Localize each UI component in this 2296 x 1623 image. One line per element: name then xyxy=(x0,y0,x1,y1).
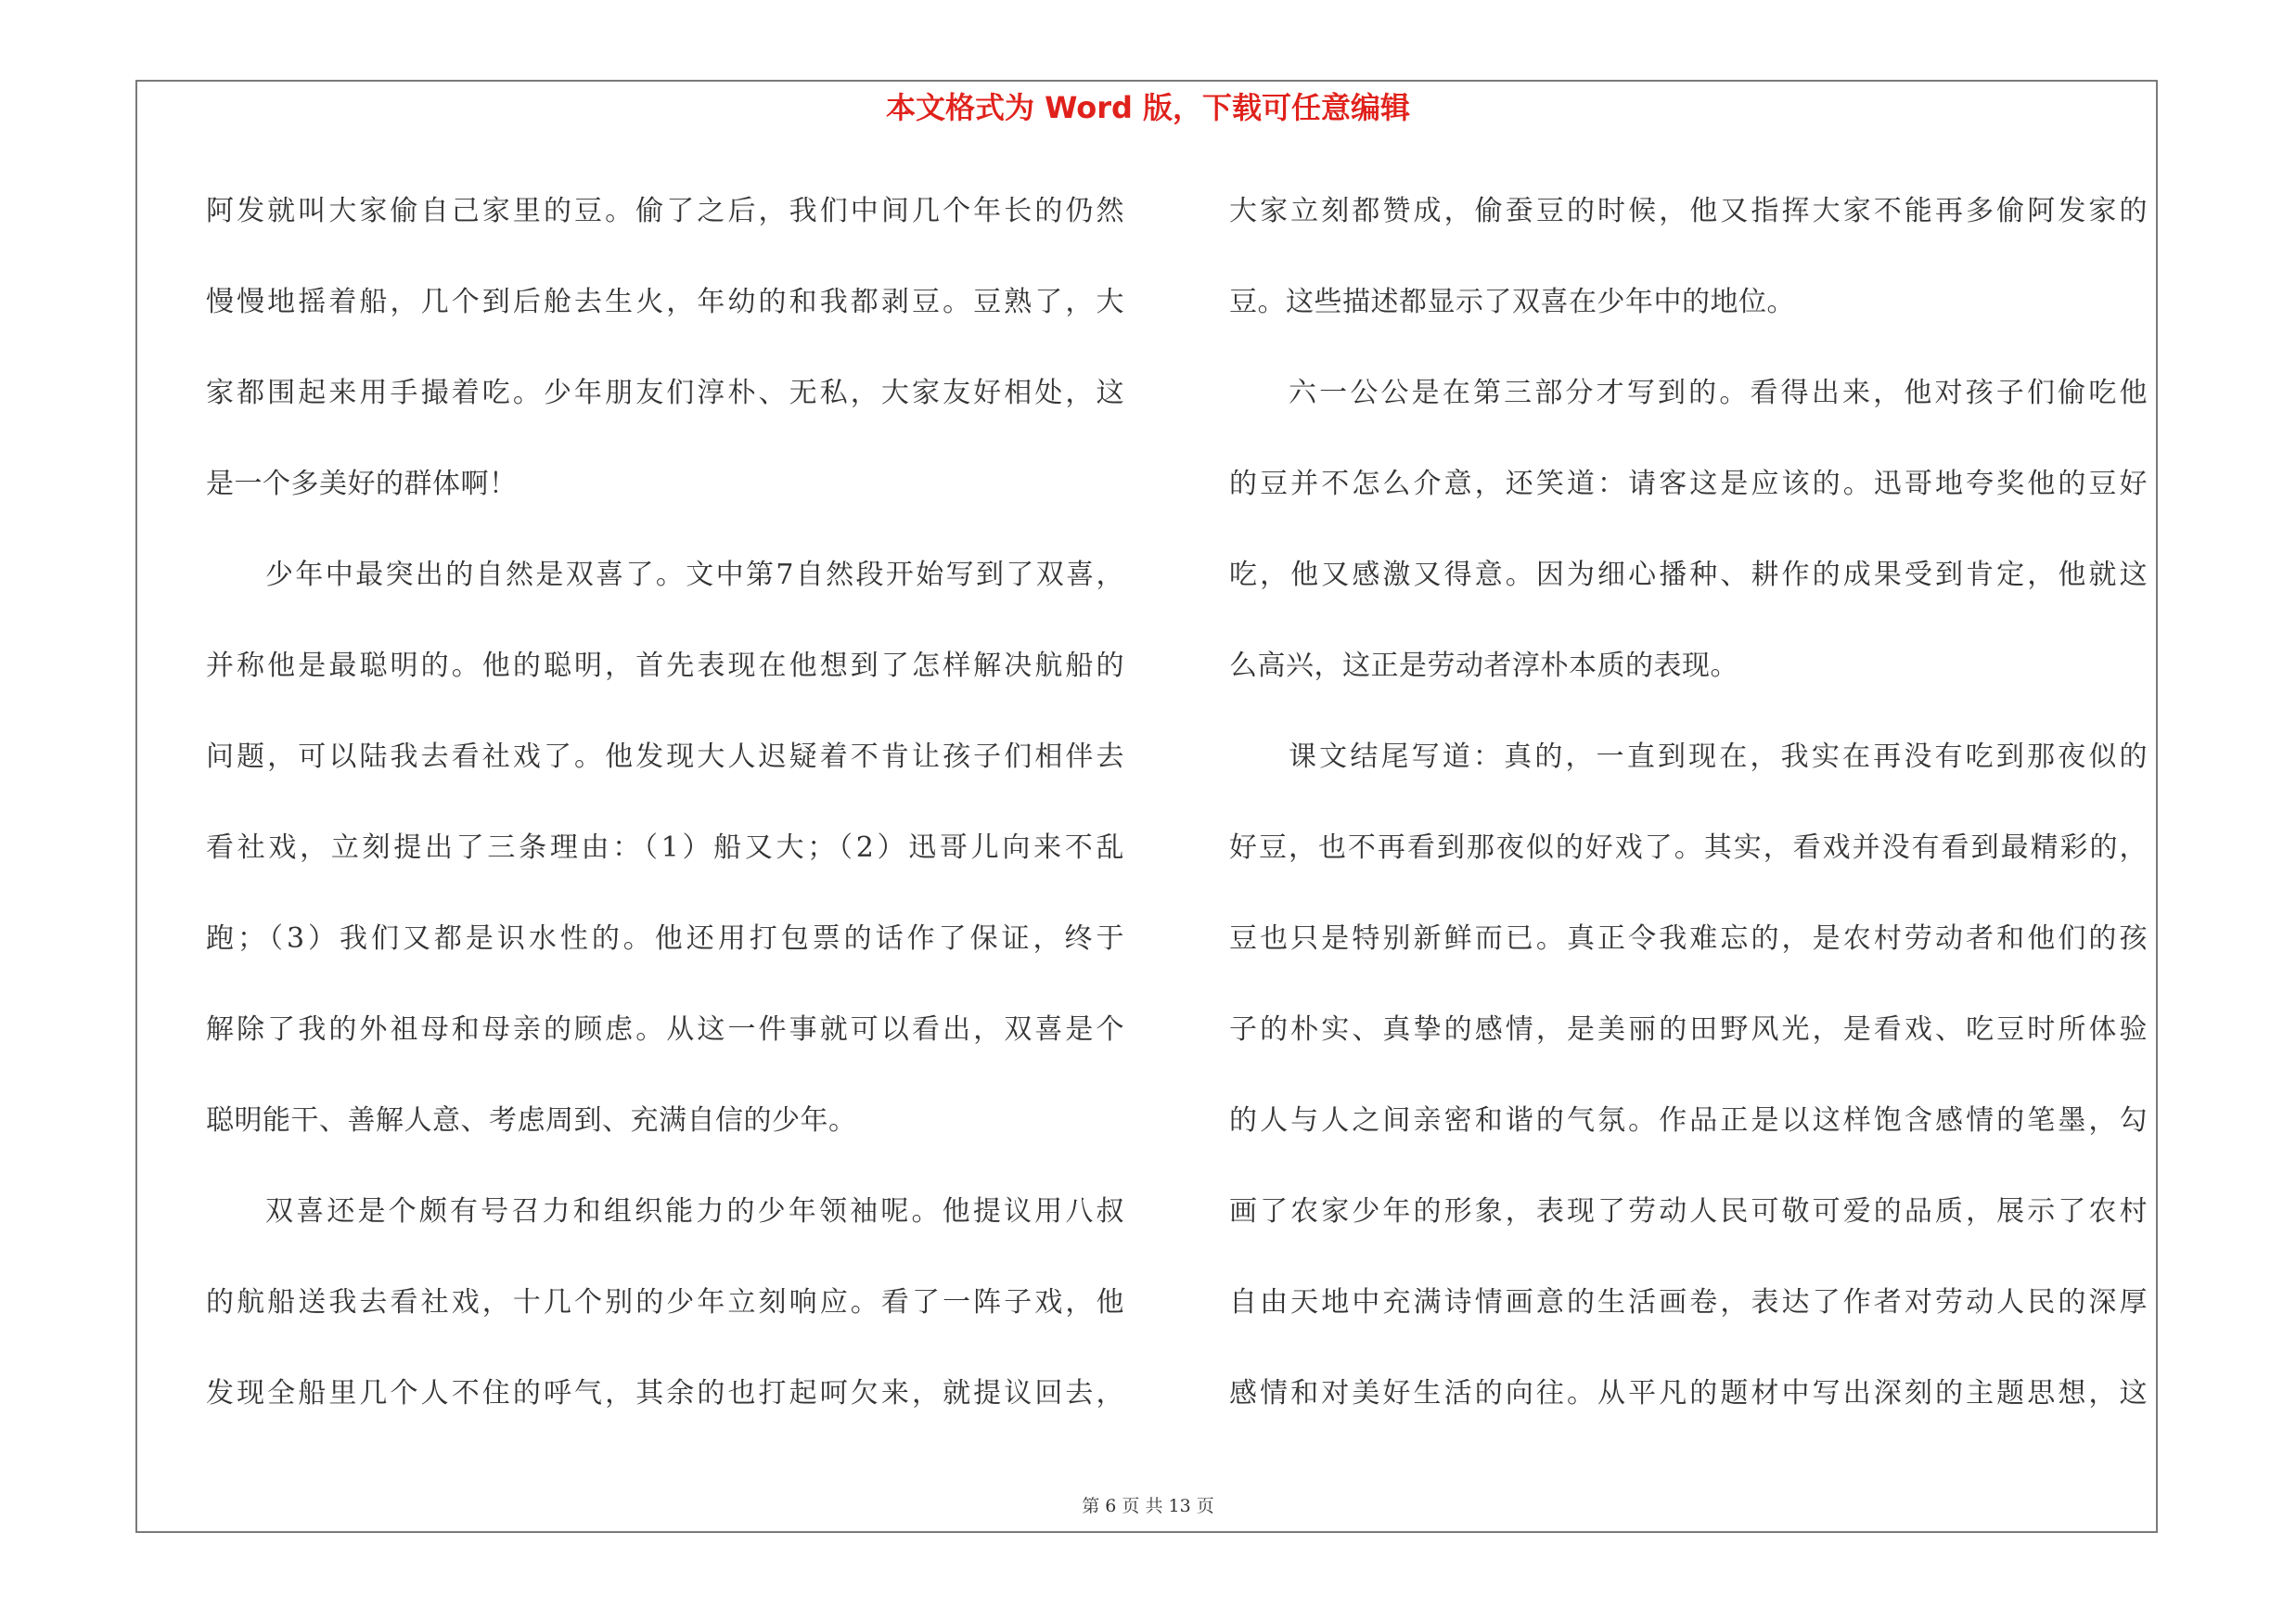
text-line: 六一公公是在第三部分才写到的。看得出来，他对孩子们偷吃他 xyxy=(1289,377,2148,409)
text-line: 豆。这些描述都显示了双喜在少年中的地位。 xyxy=(1229,286,1795,318)
page-number-footer: 第 6 页 共 13 页 xyxy=(1082,1496,1214,1516)
text-line: 的豆并不怎么介意，还笑道：请客这是应该的。迅哥地夸奖他的豆好 xyxy=(1229,468,2148,500)
text-line: 好豆，也不再看到那夜似的好戏了。其实，看戏并没有看到最精彩的， xyxy=(1229,831,2148,864)
text-line: 发现全船里几个人不住的呼气，其余的也打起呵欠来，就提议回去， xyxy=(206,1377,1124,1410)
text-line: 解除了我的外祖母和母亲的顾虑。从这一件事就可以看出，双喜是个 xyxy=(206,1013,1124,1046)
left-text-column xyxy=(206,184,1124,1457)
text-line: 么高兴，这正是劳动者淳朴本质的表现。 xyxy=(1229,650,1738,682)
text-line: 家都围起来用手撮着吃。少年朋友们淳朴、无私，大家友好相处，这 xyxy=(206,377,1124,409)
text-line: 慢慢地摇着船，几个到后舱去生火，年幼的和我都剥豆。豆熟了，大 xyxy=(206,286,1124,318)
text-line: 豆也只是特别新鲜而已。真正令我难忘的，是农村劳动者和他们的孩 xyxy=(1229,922,2148,955)
text-line: 问题，可以陆我去看社戏了。他发现大人迟疑着不肯让孩子们相伴去 xyxy=(206,741,1124,773)
text-line: 的航船送我去看社戏，十几个别的少年立刻响应。看了一阵子戏，他 xyxy=(206,1286,1124,1319)
text-line: 是一个多美好的群体啊！ xyxy=(206,468,518,500)
text-line: 跑；（3）我们又都是识水性的。他还用打包票的话作了保证，终于 xyxy=(206,922,1124,955)
right-text-column xyxy=(1229,184,2148,1457)
text-line: 阿发就叫大家偷自己家里的豆。偷了之后，我们中间几个年长的仍然 xyxy=(206,195,1124,227)
text-line: 吃，他又感激又得意。因为细心播种、耕作的成果受到肯定，他就这 xyxy=(1229,559,2148,591)
text-line: 子的朴实、真挚的感情，是美丽的田野风光，是看戏、吃豆时所体验 xyxy=(1229,1013,2148,1046)
text-line: 聪明能干、善解人意、考虑周到、充满自信的少年。 xyxy=(206,1104,857,1137)
text-line: 感情和对美好生活的向往。从平凡的题材中写出深刻的主题思想，这 xyxy=(1229,1377,2148,1410)
text-line: 双喜还是个颇有号召力和组织能力的少年领袖呢。他提议用八叔 xyxy=(265,1195,1124,1228)
text-line: 课文结尾写道：真的，一直到现在，我实在再没有吃到那夜似的 xyxy=(1289,741,2148,773)
word-format-banner: 本文格式为 Word 版，下载可任意编辑 xyxy=(885,90,1411,125)
text-line: 大家立刻都赞成，偷蚕豆的时候，他又指挥大家不能再多偷阿发家的 xyxy=(1229,195,2148,227)
text-line: 并称他是最聪明的。他的聪明，首先表现在他想到了怎样解决航船的 xyxy=(206,650,1124,682)
text-line: 自由天地中充满诗情画意的生活画卷，表达了作者对劳动人民的深厚 xyxy=(1229,1286,2148,1319)
text-line: 画了农家少年的形象，表现了劳动人民可敬可爱的品质，展示了农村 xyxy=(1229,1195,2148,1228)
text-line: 少年中最突出的自然是双喜了。文中第7自然段开始写到了双喜， xyxy=(265,559,1124,591)
text-line: 的人与人之间亲密和谐的气氛。作品正是以这样饱含感情的笔墨，勾 xyxy=(1229,1104,2148,1137)
text-line: 看社戏，立刻提出了三条理由：（1）船又大；（2）迅哥儿向来不乱 xyxy=(206,831,1124,864)
